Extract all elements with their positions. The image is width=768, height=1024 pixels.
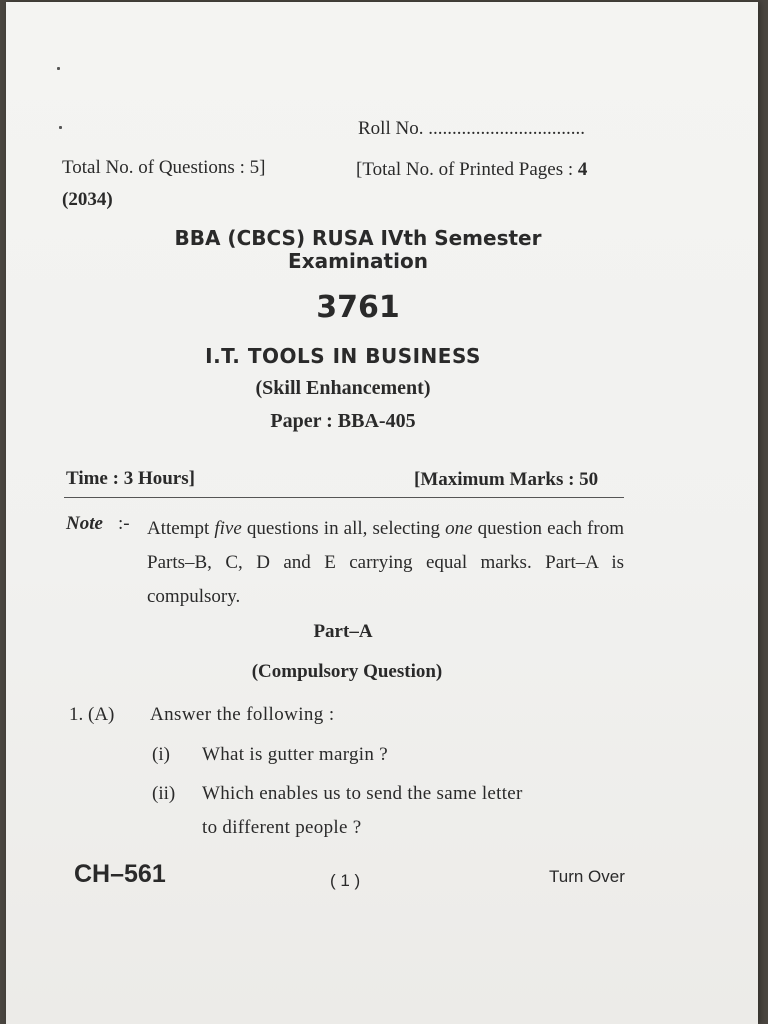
note-text-part: question each from Parts–B, C, D and E carrying equal marks. Part–A is compulsory. — [147, 518, 624, 607]
subject-title: I.T. TOOLS IN BUSINESS — [205, 344, 481, 368]
note-text-part: questions in all, selecting — [241, 518, 446, 539]
subquestion-text-continued: to different people ? — [202, 817, 362, 838]
footer-paper-code: CH–561 — [74, 860, 166, 888]
exam-time: Time : 3 Hours] — [66, 468, 195, 489]
subquestion-number: (i) — [152, 744, 170, 765]
note-text-part: Attempt — [147, 518, 215, 539]
subject-category: (Skill Enhancement) — [255, 377, 431, 399]
question-number: 1. (A) — [69, 704, 115, 725]
maximum-marks: [Maximum Marks : 50 — [414, 469, 599, 490]
exam-title-line1: BBA (CBCS) RUSA IVth Semester — [174, 226, 542, 250]
turn-over-label: Turn Over — [549, 867, 625, 886]
subquestion-text: Which enables us to send the same letter — [202, 783, 523, 804]
printed-pages-label: [Total No. of Printed Pages : — [356, 159, 578, 180]
note-text — [147, 512, 624, 614]
paper-number: 3761 — [316, 290, 400, 325]
note-dash: :- — [118, 513, 130, 534]
paper-code: Paper : BBA-405 — [270, 410, 416, 432]
note-emphasis-five: five — [214, 518, 242, 539]
part-a-subheading: (Compulsory Question) — [251, 661, 443, 682]
subquestion-number: (ii) — [152, 783, 176, 804]
ink-speck — [57, 67, 60, 70]
ink-speck — [59, 126, 62, 129]
page-number: ( 1 ) — [330, 871, 361, 890]
note-emphasis-one: one — [445, 518, 473, 539]
printed-pages-value: 4 — [577, 159, 588, 180]
subquestion-text: What is gutter margin ? — [202, 744, 388, 765]
question-text: Answer the following : — [150, 704, 335, 725]
printed-pages — [356, 159, 587, 181]
total-questions: Total No. of Questions : 5] — [62, 157, 266, 178]
exam-title-line2: Examination — [288, 249, 428, 273]
year-code: (2034) — [62, 189, 113, 210]
roll-number-field: Roll No. ................................. — [358, 118, 585, 139]
part-a-heading: Part–A — [313, 621, 373, 642]
note-label: Note — [66, 513, 103, 534]
header-divider — [64, 497, 624, 498]
